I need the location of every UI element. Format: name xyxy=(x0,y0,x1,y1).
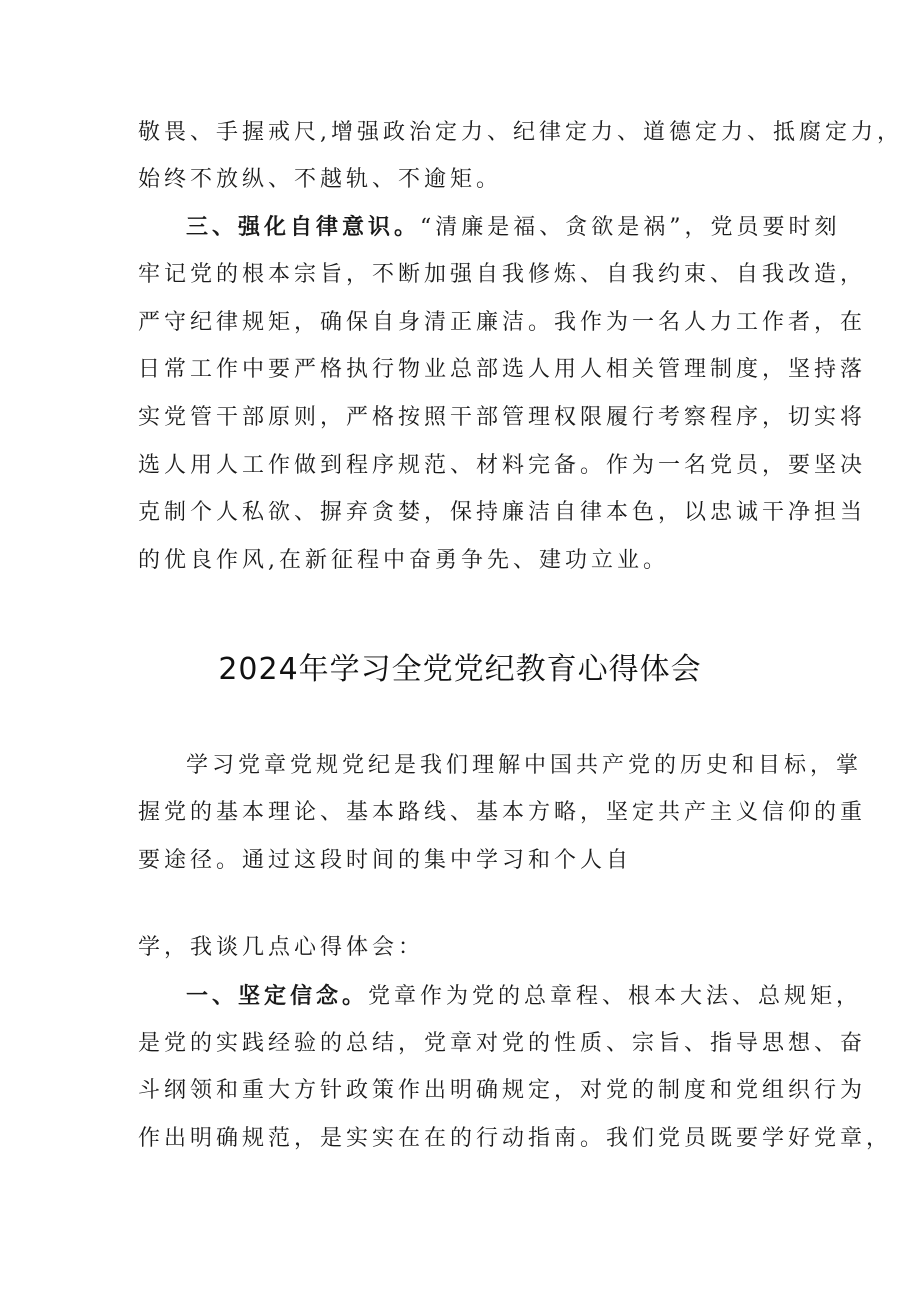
paragraph-line: 日常工作中要严格执行物业总部选人用人相关管理制度，坚持落 xyxy=(138,357,867,382)
paragraph-line: 克制个人私欲、摒弃贪婪，保持廉洁自律本色，以忠诚干净担当 xyxy=(138,500,867,525)
paragraph-text: “清廉是福、贪欲是祸”，党员要时刻 xyxy=(420,215,841,240)
paragraph-line: 学习党章党规党纪是我们理解中国共产党的历史和目标，掌 xyxy=(186,753,863,778)
paragraph-line: 选人用人工作做到程序规范、材料完备。作为一名党员，要坚决 xyxy=(138,453,867,478)
paragraph-first-line xyxy=(186,981,862,1012)
paragraph-line: 严守纪律规矩，确保自身清正廉洁。我作为一名人力工作者，在 xyxy=(138,310,867,335)
paragraph-line: 学，我谈几点心得体会： xyxy=(138,935,425,960)
paragraph-line: 握党的基本理论、基本路线、基本方略，坚定共产主义信仰的重 xyxy=(138,800,867,825)
paragraph-line: 的优良作风,在新征程中奋勇争先、建功立业。 xyxy=(138,548,669,573)
paragraph-line: 斗纲领和重大方针政策作出明确规定，对党的制度和党组织行为 xyxy=(138,1078,867,1103)
article-title: 2024年学习全党党纪教育心得体会 xyxy=(218,652,702,687)
section-heading: 一、坚定信念。 xyxy=(186,983,369,1009)
paragraph-line: 始终不放纵、不越轨、不逾矩。 xyxy=(138,167,503,192)
paragraph-line: 牢记党的根本宗旨，不断加强自我修炼、自我约束、自我改造， xyxy=(138,262,867,287)
paragraph-line: 敬畏、手握戒尺,增强政治定力、纪律定力、道德定力、抵腐定力， xyxy=(138,120,903,145)
paragraph-line: 实党管干部原则，严格按照干部管理权限履行考察程序，切实将 xyxy=(138,405,867,430)
paragraph-line: 是党的实践经验的总结，党章对党的性质、宗旨、指导思想、奋 xyxy=(138,1031,867,1056)
paragraph-text: 党章作为党的总章程、根本大法、总规矩， xyxy=(368,984,863,1009)
paragraph-line: 要途径。通过这段时间的集中学习和个人自 xyxy=(138,848,633,873)
paragraph-line: 作出明确规范，是实实在在的行动指南。我们党员既要学好党章， xyxy=(138,1126,893,1151)
section-heading: 三、强化自律意识。 xyxy=(186,214,421,240)
paragraph-first-line xyxy=(186,212,841,243)
